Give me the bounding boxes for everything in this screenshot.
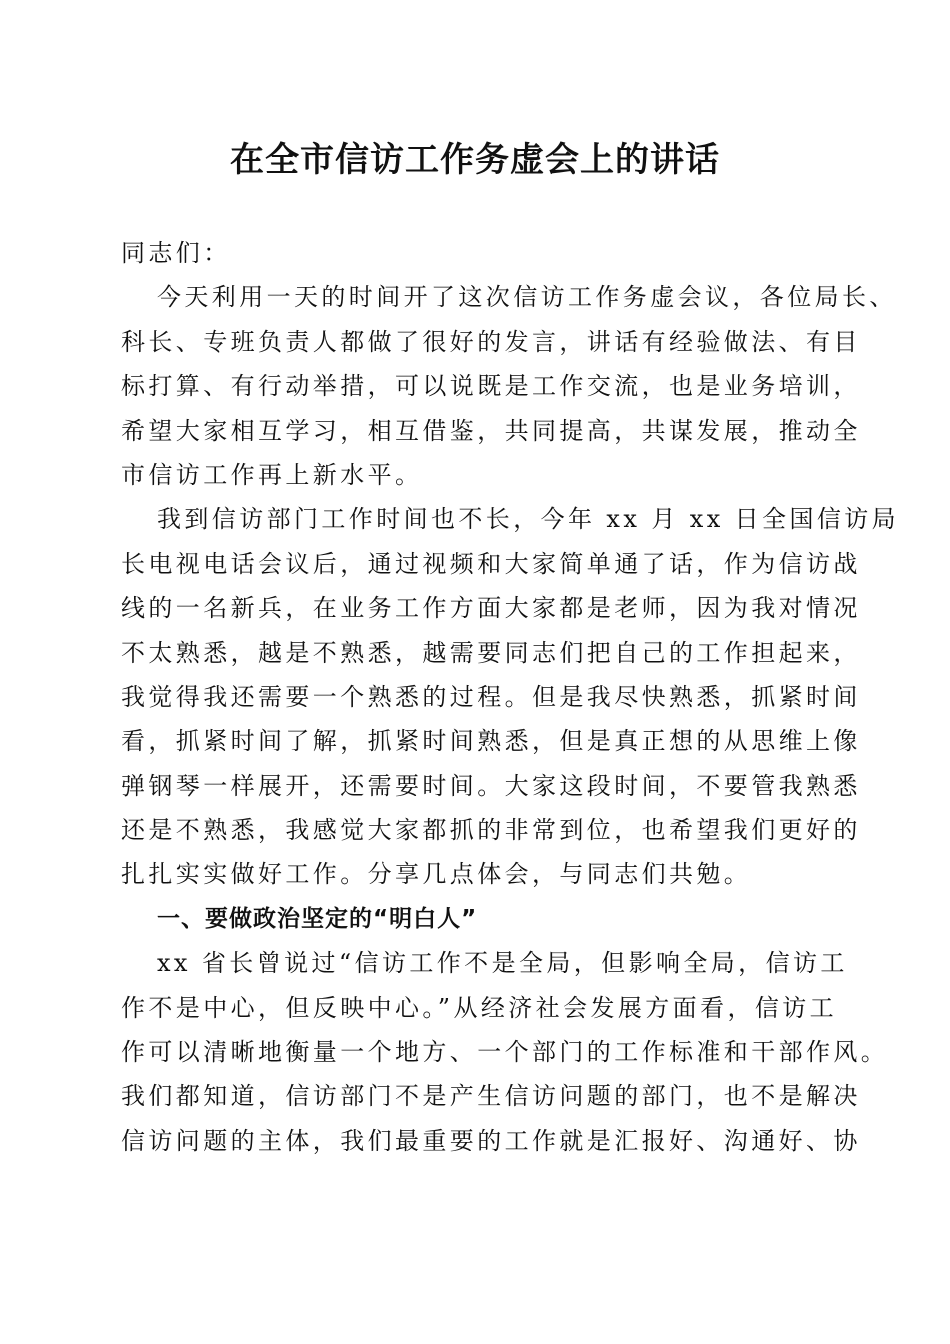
paragraph-2-line: 长电视电话会议后，通过视频和大家简单通了话，作为信访战 xyxy=(121,549,861,578)
paragraph-2-line: 线的一名新兵，在业务工作方面大家都是老师，因为我对情况 xyxy=(121,594,861,623)
paragraph-3-line: 我们都知道，信访部门不是产生信访问题的部门，也不是解决 xyxy=(121,1082,861,1111)
paragraph-2-line: 不太熟悉，越是不熟悉，越需要同志们把自己的工作担起来， xyxy=(121,638,861,667)
paragraph-1-line: 今天利用一天的时间开了这次信访工作务虚会议，各位局长、 xyxy=(157,283,897,312)
section-heading: 一、要做政治坚定的“明白人” xyxy=(157,905,478,932)
paragraph-3-line: 作不是中心，但反映中心。”从经济社会发展方面看，信访工 xyxy=(121,993,838,1022)
document-title: 在全市信访工作务虚会上的讲话 xyxy=(230,140,720,180)
paragraph-1-line: 市信访工作再上新水平。 xyxy=(121,460,423,489)
paragraph-3-line: 信访问题的主体，我们最重要的工作就是汇报好、沟通好、协 xyxy=(121,1126,861,1155)
paragraph-2-line: 我觉得我还需要一个熟悉的过程。但是我尽快熟悉，抓紧时间 xyxy=(121,682,861,711)
paragraph-2-line: 扎扎实实做好工作。分享几点体会，与同志们共勉。 xyxy=(121,860,752,889)
document-body xyxy=(121,231,900,1163)
paragraph-2-line: 弹钢琴一样展开，还需要时间。大家这段时间，不要管我熟悉 xyxy=(121,771,861,800)
paragraph-2-line: 看，抓紧时间了解，抓紧时间熟悉，但是真正想的从思维上像 xyxy=(121,727,861,756)
paragraph-2-line: 我到信访部门工作时间也不长，今年 xx 月 xx 日全国信访局 xyxy=(157,505,900,534)
paragraph-2-line: 还是不熟悉，我感觉大家都抓的非常到位，也希望我们更好的 xyxy=(121,816,861,845)
paragraph-1-line: 标打算、有行动举措，可以说既是工作交流，也是业务培训， xyxy=(121,372,861,401)
paragraph-1-line: 希望大家相互学习，相互借鉴，共同提高，共谋发展，推动全 xyxy=(121,416,861,445)
paragraph-1-line: 科长、专班负责人都做了很好的发言，讲话有经验做法、有目 xyxy=(121,327,861,356)
salutation: 同志们： xyxy=(121,239,231,267)
paragraph-3-line: xx 省长曾说过“信访工作不是全局，但影响全局，信访工 xyxy=(157,949,848,978)
paragraph-3-line: 作可以清晰地衡量一个地方、一个部门的工作标准和干部作风。 xyxy=(121,1038,889,1067)
